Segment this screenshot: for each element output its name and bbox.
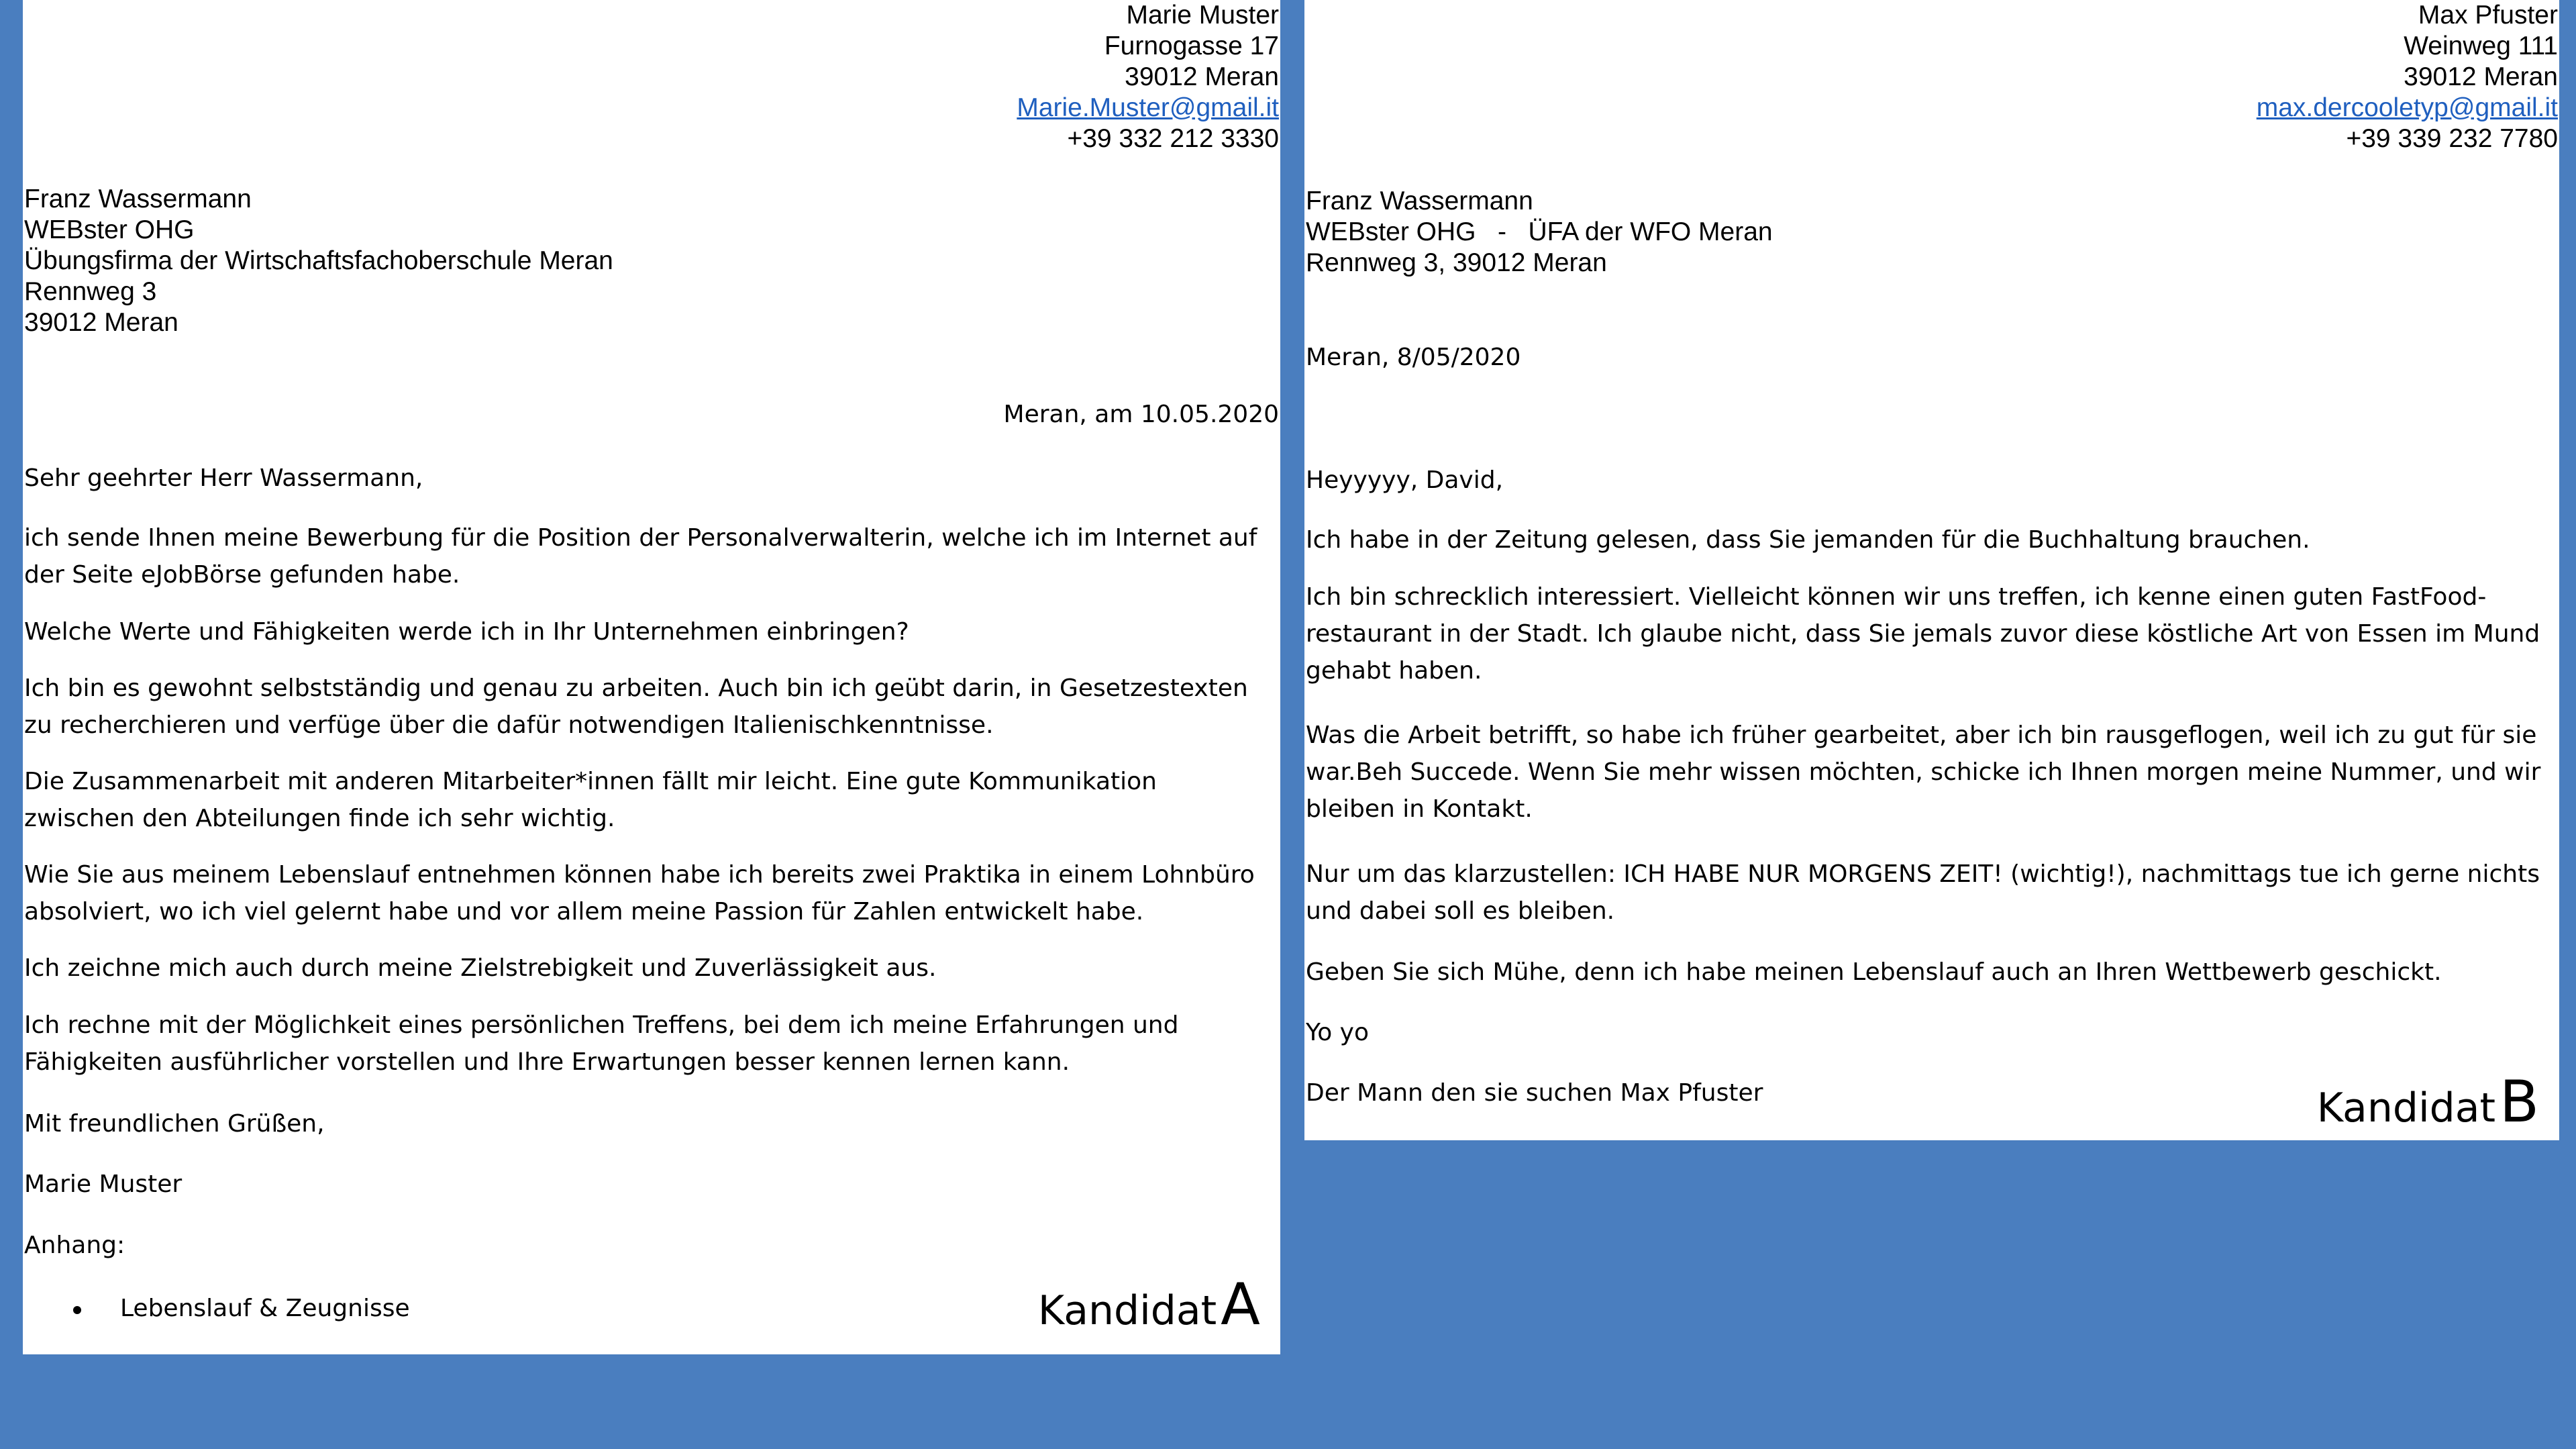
letter-b-closing: Yo yo bbox=[1306, 1019, 1370, 1046]
candidate-a-letter: A bbox=[1221, 1271, 1260, 1338]
letter-b-paragraph: Geben Sie sich Mühe, denn ich habe meinen Lebenslauf auch an Ihren Wettbewerb geschickt. bbox=[1306, 958, 2442, 986]
letter-b-paragraph: Ich habe in der Zeitung gelesen, dass Sie jemanden für die Buchhaltung brauchen. bbox=[1306, 526, 2310, 554]
letter-a-recipient-block bbox=[24, 184, 613, 338]
letter-b-sender-email-link[interactable]: max.dercooletyp@gmail.it bbox=[2256, 93, 2558, 122]
letter-a-paragraph: Ich bin es gewohnt selbstständig und genau zu arbeiten. Auch bin ich geübt darin, in Gesetzestexten zu recherchieren und verfüge über die dafür notwendigen Italienischkenntnisse. bbox=[24, 674, 1248, 739]
letter-a-attachment-label: Lebenslauf & Zeugnisse bbox=[120, 1295, 410, 1322]
candidate-a-label bbox=[1038, 1271, 1260, 1338]
letter-b-sender-street: Weinweg 111 bbox=[2404, 32, 2558, 60]
candidate-b-letter: B bbox=[2500, 1068, 2539, 1136]
letter-a-sender-city: 39012 Meran bbox=[1125, 62, 1279, 91]
letter-a-sender-email-link[interactable]: Marie.Muster@gmail.it bbox=[1017, 93, 1279, 122]
letter-b-sender-phone: +39 339 232 7780 bbox=[2346, 124, 2558, 153]
letter-b-sender-block bbox=[2257, 0, 2558, 154]
letter-a-salutation: Sehr geehrter Herr Wassermann, bbox=[24, 464, 423, 492]
letter-b-recipient-line: WEBster OHG - ÜFA der WFO Meran bbox=[1306, 217, 1773, 246]
letter-a-paragraph: ich sende Ihnen meine Bewerbung für die Position der Personalverwalterin, welche ich im Internet auf der Seite eJobBörse gefunden habe. bbox=[24, 524, 1257, 589]
letter-a-sender-phone: +39 332 212 3330 bbox=[1067, 124, 1279, 153]
letter-a-paragraph: Die Zusammenarbeit mit anderen Mitarbeiter*innen fällt mir leicht. Eine gute Kommunikation zwischen den Abteilungen finde ich sehr wichtig. bbox=[24, 768, 1157, 832]
letter-a-date: Meran, am 10.05.2020 bbox=[1003, 401, 1279, 428]
letter-b-recipient-line: Franz Wassermann bbox=[1306, 187, 1533, 215]
letter-b-recipient-line: Rennweg 3, 39012 Meran bbox=[1306, 248, 1607, 277]
letter-b-page bbox=[1304, 0, 2559, 1140]
letter-b-signature: Der Mann den sie suchen Max Pfuster bbox=[1306, 1079, 1763, 1107]
letter-a-paragraph: Wie Sie aus meinem Lebenslauf entnehmen können habe ich bereits zwei Praktika in einem Lohnbüro absolviert, wo ich viel gelernt habe und vor allem meine Passion für Zahlen entwickelt habe. bbox=[24, 861, 1255, 926]
letter-b-recipient-block bbox=[1306, 186, 1773, 279]
letter-b-paragraph: Nur um das klarzustellen: ICH HABE NUR MORGENS ZEIT! (wichtig!), nachmittags tue ich gerne nichts und dabei soll es bleiben. bbox=[1306, 860, 2540, 925]
letter-a-recipient-line: Franz Wassermann bbox=[24, 185, 252, 213]
letter-b-sender-city: 39012 Meran bbox=[2404, 62, 2558, 91]
letter-a-attachment-heading: Anhang: bbox=[24, 1232, 125, 1259]
letter-b-paragraph: Was die Arbeit betrifft, so habe ich früher gearbeitet, aber ich bin rausgeflogen, weil ich zu gut für sie war.Beh Succede. Wenn Sie mehr wissen möchten, schicke ich Ihnen morgen meine Nummer, und wir bleiben in Kontakt. bbox=[1306, 721, 2541, 823]
letter-a-sender-name: Marie Muster bbox=[1126, 1, 1279, 30]
letter-a-paragraph: Ich zeichne mich auch durch meine Zielstrebigkeit und Zuverlässigkeit aus. bbox=[24, 954, 937, 982]
candidate-b-label bbox=[2317, 1068, 2539, 1136]
letter-a-paragraph: Ich rechne mit der Möglichkeit eines persönlichen Treffens, bei dem ich meine Erfahrungen und Fähigkeiten ausführlicher vorstellen und Ihre Erwartungen besser kennen lernen kann. bbox=[24, 1011, 1179, 1076]
letter-a-paragraph: Welche Werte und Fähigkeiten werde ich in Ihr Unternehmen einbringen? bbox=[24, 618, 909, 646]
letter-a-sender-street: Furnogasse 17 bbox=[1104, 32, 1279, 60]
candidate-a-label-text: Kandidat bbox=[1037, 1287, 1217, 1334]
letter-a-recipient-line: Übungsfirma der Wirtschaftsfachoberschule Meran bbox=[24, 246, 613, 275]
letter-a-closing: Mit freundlichen Grüßen, bbox=[24, 1110, 325, 1138]
letter-a-recipient-line: WEBster OHG bbox=[24, 215, 195, 244]
candidate-b-label-text: Kandidat bbox=[2316, 1085, 2495, 1132]
bullet-icon bbox=[73, 1306, 81, 1314]
letter-a-recipient-line: 39012 Meran bbox=[24, 308, 178, 337]
letter-b-sender-name: Max Pfuster bbox=[2418, 1, 2558, 30]
letter-b-paragraph: Ich bin schrecklich interessiert. Vielleicht können wir uns treffen, ich kenne einen guten FastFood-restaurant in der Stadt. Ich glaube nicht, dass Sie jemals zuvor diese köstliche Art von Essen im Mund gehabt haben. bbox=[1306, 583, 2540, 685]
letter-a-recipient-line: Rennweg 3 bbox=[24, 277, 157, 306]
letter-a-signature: Marie Muster bbox=[24, 1170, 183, 1198]
letter-b-salutation: Heyyyyy, David, bbox=[1306, 466, 1504, 494]
letter-b-date: Meran, 8/05/2020 bbox=[1306, 344, 1521, 371]
letter-a-page bbox=[23, 0, 1280, 1354]
letter-a-sender-block bbox=[1017, 0, 1279, 154]
